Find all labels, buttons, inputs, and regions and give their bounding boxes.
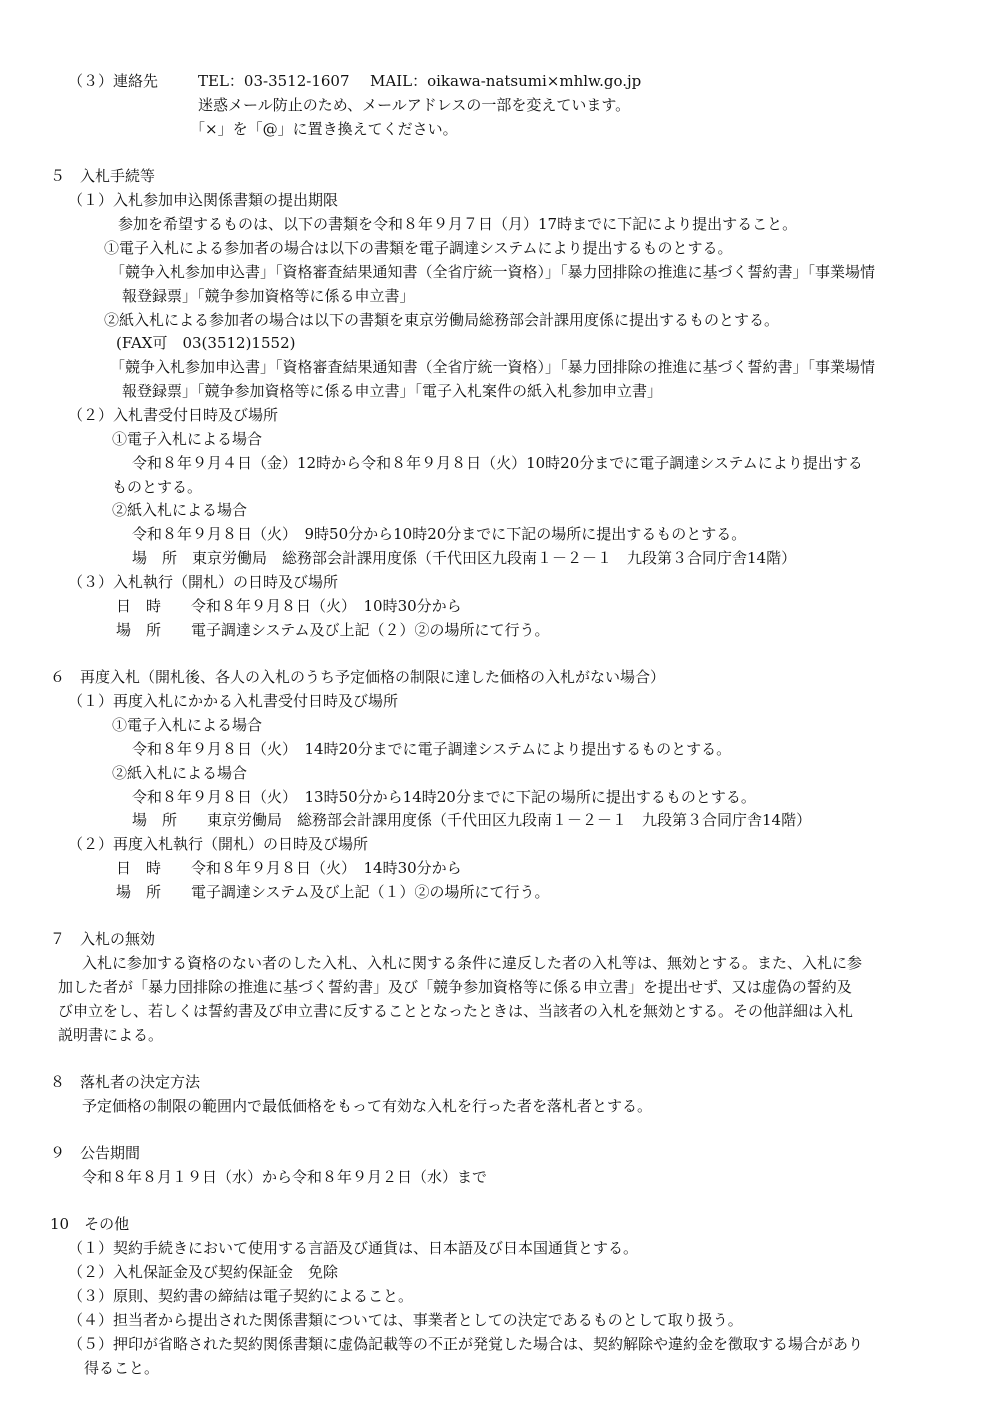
subsection-title: （１）入札参加申込関係書類の提出期限 [68,191,339,209]
place-line: 場 所 電子調達システム及び上記（１）②の場所にて行う。 [116,883,550,901]
list-item: ①電子入札による参加者の場合は以下の書類を電子調達システムにより提出するものとする。 [104,239,733,257]
contact-mail: MAIL：oikawa-natsumi×mhlw.go.jp [370,72,642,90]
paragraph: 予定価格の制限の範囲内で最低価格をもって有効な入札を行った者を落札者とする。 [82,1097,653,1115]
paragraph: 加した者が「暴力団排除の推進に基づく誓約書」及び「競争参加資格等に係る申立書」を提出せず、又は虚偽の誓約及 [58,978,852,996]
place-line: 場 所 東京労働局 総務部会計課用度係（千代田区九段南１－２－１ 九段第３合同庁舎14階） [132,549,797,567]
list-item: （５）押印が省略された契約関係書類に虚偽記載等の不正が発覚した場合は、契約解除や違約金を徴取する場合があり [68,1335,864,1353]
paragraph: 参加を希望するものは、以下の書類を令和８年９月７日（月）17時までに下記により提出すること。 [118,215,798,233]
paragraph: 「競争入札参加申込書」「資格審査結果通知書（全省庁統一資格）」「暴力団排除の推進に基づく誓約書」「事業場情 [110,263,876,281]
list-item: ②紙入札による場合 [112,501,248,519]
section-heading: ８ 落札者の決定方法 [50,1073,201,1091]
paragraph: 報登録票」「競争参加資格等に係る申立書」 [122,287,415,305]
paragraph: び申立をし、若しくは誓約書及び申立書に反することとなったときは、当該者の入札を無効とする。その他詳細は入札 [58,1002,854,1020]
paragraph: 令和８年９月８日（火） 9時50分から10時20分までに下記の場所に提出するものとする。 [132,525,747,543]
contact-tel: TEL：03-3512-1607 [198,72,350,90]
list-item: （３）原則、契約書の締結は電子契約によること。 [68,1287,414,1305]
contact-label: （３）連絡先 [68,72,159,90]
contact-note: 「×」を「@」に置き換えてください。 [190,120,458,138]
date-line: 日 時 令和８年９月８日（火） 10時30分から [116,597,462,615]
list-item: （４）担当者から提出された関係書類については、事業者としての決定であるものとして取り扱う。 [68,1311,743,1329]
paragraph: ものとする。 [112,478,203,496]
list-item: （１）契約手続きにおいて使用する言語及び通貨は、日本語及び日本国通貨とする。 [68,1239,639,1257]
paragraph: 令和８年８月１９日（水）から令和８年９月２日（水）まで [82,1168,488,1186]
paragraph: 報登録票」「競争参加資格等に係る申立書」「電子入札案件の紙入札参加申立書」 [122,382,663,400]
contact-note: 迷惑メール防止のため、メールアドレスの一部を変えています。 [198,96,631,114]
subsection-title: （２）再度入札執行（開札）の日時及び場所 [68,835,369,853]
list-item: ①電子入札による場合 [112,716,263,734]
date-line: 日 時 令和８年９月８日（火） 14時30分から [116,859,462,877]
paragraph: 令和８年９月４日（金）12時から令和８年９月８日（火）10時20分までに電子調達システムにより提出する [132,454,863,472]
paragraph: 令和８年９月８日（火） 13時50分から14時20分までに下記の場所に提出するものとする。 [132,788,756,806]
list-item: 得ること。 [84,1359,160,1377]
list-item: ①電子入札による場合 [112,430,263,448]
section-heading: ９ 公告期間 [50,1144,141,1162]
section-heading: 10 その他 [50,1215,130,1233]
list-item: ②紙入札による参加者の場合は以下の書類を東京労働局総務部会計課用度係に提出するものとする。 [104,311,780,329]
place-line: 場 所 電子調達システム及び上記（２）②の場所にて行う。 [116,621,550,639]
paragraph: 入札に参加する資格のない者のした入札、入札に関する条件に違反した者の入札等は、無効とする。また、入札に参 [82,954,863,972]
subsection-title: （２）入札書受付日時及び場所 [68,406,279,424]
paragraph: 「競争入札参加申込書」「資格審査結果通知書（全省庁統一資格）」「暴力団排除の推進に基づく誓約書」「事業場情 [110,358,876,376]
list-item: （２）入札保証金及び契約保証金 免除 [68,1263,339,1281]
place-line: 場 所 東京労働局 総務部会計課用度係（千代田区九段南１－２－１ 九段第３合同庁舎14階） [132,811,812,829]
section-heading: ７ 入札の無効 [50,930,156,948]
paragraph: 令和８年９月８日（火） 14時20分までに電子調達システムにより提出するものとする。 [132,740,732,758]
paragraph: 説明書による。 [58,1026,164,1044]
list-item: ②紙入札による場合 [112,764,248,782]
subsection-title: （１）再度入札にかかる入札書受付日時及び場所 [68,692,399,710]
section-heading: ５ 入札手続等 [50,167,156,185]
fax-number: (FAX可 03(3512)1552) [116,334,296,352]
section-heading: ６ 再度入札（開札後、各人の入札のうち予定価格の制限に達した価格の入札がない場合） [50,668,666,686]
subsection-title: （３）入札執行（開札）の日時及び場所 [68,573,339,591]
